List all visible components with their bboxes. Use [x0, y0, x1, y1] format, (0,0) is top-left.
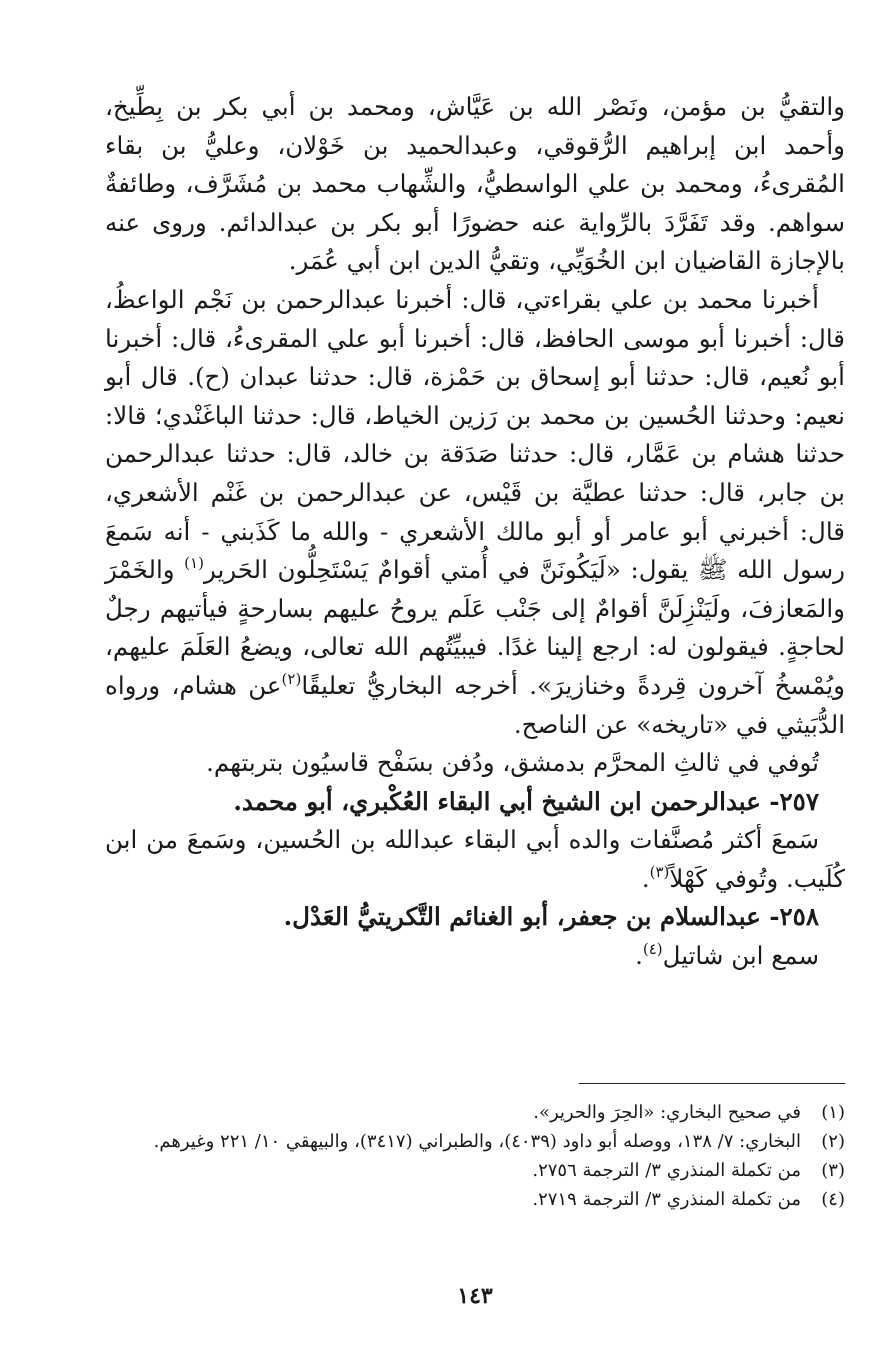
entry-257-text — [105, 821, 845, 898]
footnote-ref-1[interactable]: (١) — [184, 554, 204, 573]
entry-257-end: . — [641, 863, 650, 893]
entry-258-heading: ٢٥٨- عبدالسلام بن جعفر، أبو الغنائم التَّكريتيُّ العَدْل. — [283, 902, 819, 932]
footnote-number: (١) — [821, 1102, 845, 1123]
entry-257-body: سَمعَ أكثر مُصنَّفات والده أبي البقاء عبدالله بن الحُسين، وسَمعَ من ابن كُلَيب. وتُوفي كَهْلاً — [105, 825, 845, 893]
footnote-3 — [105, 1156, 845, 1185]
footnote-number: (٤) — [821, 1189, 845, 1210]
hadith-text-part-3: عن هشام، ورواه الدُّبَيثي في «تاريخه» عن الناصح. — [105, 670, 845, 739]
hadith-text-part-2: والخَمْرَ والمَعازفَ، ولَيَنْزِلَنَّ أقوامٌ إلى جَنْب عَلَم يروحُ عليهم بسارحةٍ فيأتيهم رجلٌ لحاجةٍ. فيقولون له: ارجع إلينا غدًا. فيبيِّتُهم الله تعالى، ويضعُ العَلَمَ عليهم، ويُمْسخُ آخرون قِردةً وخنازيرَ». أخرجه البخاريُّ تعليقًا — [105, 555, 845, 700]
footnote-4 — [105, 1185, 845, 1214]
footnote-2 — [105, 1127, 845, 1156]
page-number: ١٤٣ — [457, 1283, 493, 1309]
footnotes — [105, 1098, 845, 1214]
main-text — [105, 88, 845, 976]
entry-257-heading: ٢٥٧- عبدالرحمن ابن الشيخ أبي البقاء العُكْبري، أبو محمد. — [233, 786, 819, 816]
footnote-number: (٢) — [821, 1131, 845, 1152]
footnote-text: من تكملة المنذري ٣/ الترجمة ٢٧١٩. — [532, 1189, 801, 1210]
footnote-number: (٣) — [821, 1160, 845, 1181]
entry-258-body: سمع ابن شاتيل — [662, 941, 819, 971]
footnote-ref-2[interactable]: (٢) — [281, 669, 302, 688]
footnote-1 — [105, 1098, 845, 1127]
paragraph-continuation: والتقيُّ بن مؤمن، ونَصْر الله بن عَيَّاش، ومحمد بن أبي بكر بن بِطِّيخ، وأحمد ابن إبراهيم الرُّقوقي، وعبدالحميد بن خَوْلان، وعليُّ بن بقاء المُقرىءُ، ومحمد بن علي الواسطيُّ، والشِّهاب محمد بن مُشَرَّف، وطائفةٌ سواهم. وقد تَفَرَّدَ بالرِّواية عنه حضورًا أبو بكر بن عبدالدائم. وروى عنه بالإجازة القاضيان ابن الخُوَيِّي، وتقيُّ الدين ابن أبي عُمَر. — [105, 92, 845, 276]
entry-258-text — [105, 937, 845, 976]
paragraph-hadith — [105, 281, 845, 744]
entry-258-end: . — [635, 941, 643, 971]
footnote-text: من تكملة المنذري ٣/ الترجمة ٢٧٥٦. — [532, 1160, 801, 1181]
footnote-divider — [579, 1083, 845, 1084]
paragraph-death: تُوفي في ثالثِ المحرَّم بدمشق، ودُفن بسَفْح قاسيُون بتربتهم. — [206, 748, 819, 778]
hadith-text-part-1: أخبرنا محمد بن علي بقراءتي، قال: أخبرنا عبدالرحمن بن نَجْم الواعظُ، قال: أخبرنا أبو موسى الحافظ، قال: أخبرنا أبو علي المقرىءُ، قال: أخبرنا أبو نُعيم، قال: حدثنا أبو إسحاق بن حَمْزة، قال: حدثنا عبدان (ح). قال أبو نعيم: وحدثنا الحُسين بن محمد بن رَزين الخياط، قال: حدثنا الباغَنْدي؛ قالا: حدثنا هشام بن عَمَّار، قال: حدثنا صَدَقة بن خالد، قال: حدثنا عبدالرحمن بن جابر، قال: حدثنا عطيَّة بن قَيْس، عن عبدالرحمن بن غَنْم الأشعري، قال: أخبرني أبو عامر أو أبو مالك الأشعري - والله ما كَذَبني - أنه سَمعَ رسول الله ﷺ يقول: «لَيَكُونَنَّ في أُمتي أقوامٌ يَسْتَحِلُّون الحَرير — [105, 284, 846, 585]
footnote-ref-3[interactable]: (٣) — [649, 862, 670, 881]
footnote-text: البخاري: ٧/ ١٣٨، ووصله أبو داود (٤٠٣٩)، والطبراني (٣٤١٧)، والبيهقي ١٠/ ٢٢١ وغيرهم. — [153, 1131, 801, 1152]
footnote-ref-4[interactable]: (٤) — [642, 940, 663, 959]
footnote-text: في صحيح البخاري: «الحِرَ والحرير». — [533, 1102, 801, 1123]
book-page — [105, 88, 845, 1358]
